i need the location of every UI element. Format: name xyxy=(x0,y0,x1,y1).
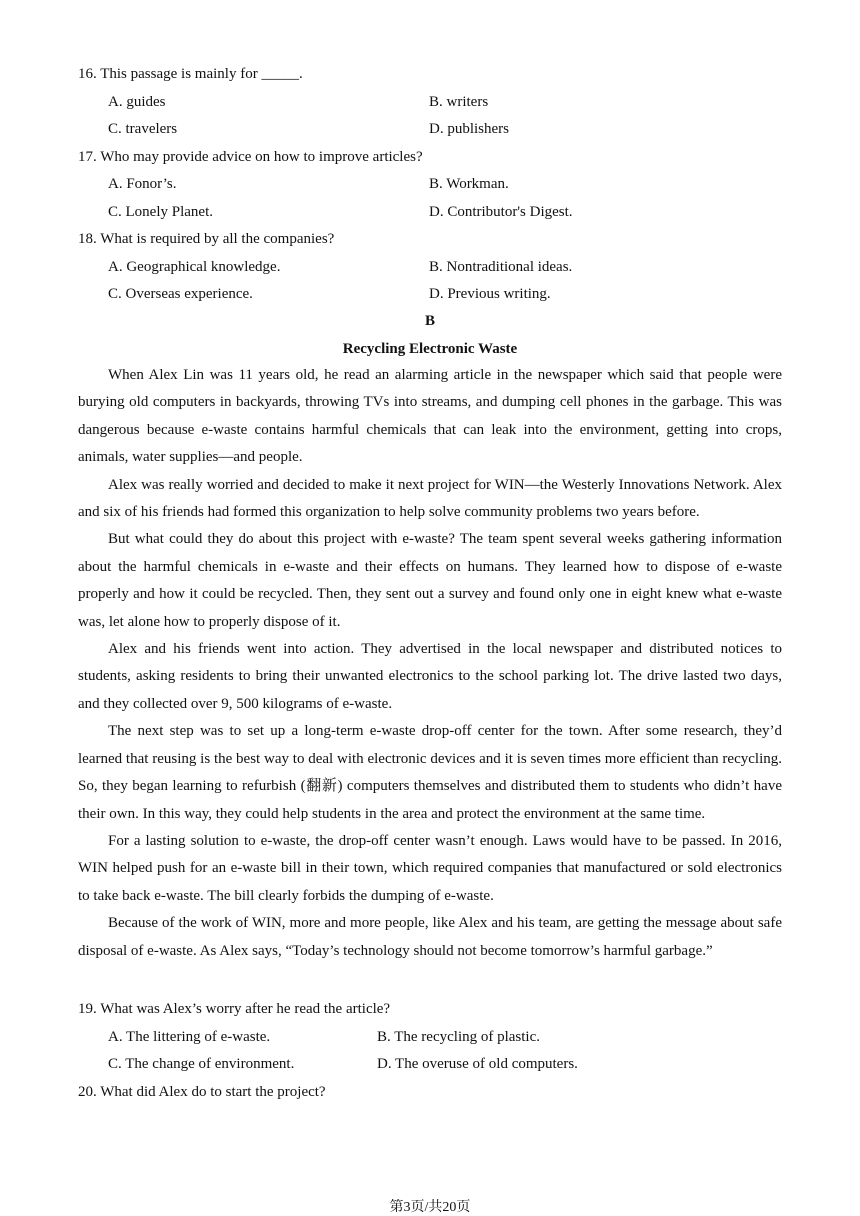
passage-paragraph-6: For a lasting solution to e-waste, the drop-off center wasn’t enough. Laws would have to be passed. In 2016, WIN helped push for an e-waste bill in their town, which required companies that manufactured or sold electronics to take back e-waste. The bill clearly forbids the dumping of e-waste. xyxy=(78,832,782,904)
section-letter: B xyxy=(424,313,435,329)
question-16-stem: 16. This passage is mainly for _____. xyxy=(78,66,303,82)
question-17-option-a: A. Fonor’s. xyxy=(108,176,177,192)
passage-paragraph-7: Because of the work of WIN, more and more people, like Alex and his team, are getting the message about safe disposal of e-waste. As Alex says, “Today’s technology should not become tomorrow’s harmful garbage.” xyxy=(78,915,782,959)
passage-paragraph-4: Alex and his friends went into action. They advertised in the local newspaper and distributed notices to students, asking residents to bring their unwanted electronics to the school parking lot. The drive lasted two days, and they collected over 9, 500 kilograms of e-waste. xyxy=(78,641,782,712)
question-19-option-b: B. The recycling of plastic. xyxy=(377,1029,541,1045)
question-18-option-d: D. Previous writing. xyxy=(429,286,551,302)
passage-paragraph-1: When Alex Lin was 11 years old, he read an alarming article in the newspaper which said that people were burying old computers in backyards, throwing TVs into streams, and dumping cell phones in the garbage. This was dangerous because e-waste contains harmful chemicals that can leak into the environment, getting into crops, animals, water supplies—and people. xyxy=(78,367,782,466)
question-16-option-d: D. publishers xyxy=(429,121,509,137)
passage-title: Recycling Electronic Waste xyxy=(342,341,518,357)
question-20-stem: 20. What did Alex do to start the project? xyxy=(78,1084,326,1100)
question-16-option-c: C. travelers xyxy=(108,121,178,137)
question-17-option-b: B. Workman. xyxy=(429,176,509,192)
question-19-stem: 19. What was Alex’s worry after he read the article? xyxy=(78,1001,391,1017)
question-18-stem: 18. What is required by all the companies? xyxy=(78,231,335,247)
question-19-option-d: D. The overuse of old computers. xyxy=(377,1056,578,1072)
question-17-stem: 17. Who may provide advice on how to improve articles? xyxy=(78,149,423,165)
question-19-option-a: A. The littering of e-waste. xyxy=(108,1029,271,1045)
question-16-option-a: A. guides xyxy=(108,94,166,110)
question-17-option-d: D. Contributor's Digest. xyxy=(429,204,573,220)
question-18-option-a: A. Geographical knowledge. xyxy=(108,259,281,275)
question-18-option-c: C. Overseas experience. xyxy=(108,286,253,302)
question-19-option-c: C. The change of environment. xyxy=(108,1056,295,1072)
passage-paragraph-2: Alex was really worried and decided to make it next project for WIN—the Westerly Innovations Network. Alex and six of his friends had formed this organization to help solve community problems two years before. xyxy=(78,476,782,521)
passage-paragraph-5: The next step was to set up a long-term e-waste drop-off center for the town. After some research, they’d learned that reusing is the best way to deal with electronic devices and it is seven times more efficient than recycling. So, they began learning to refurbish (翻新) computers themselves and distributed them to students who didn’t have their own. In this way, they could help students in the area and protect the environment at the same time. xyxy=(78,723,782,822)
page-number-footer: 第3页/共20页 xyxy=(389,1200,471,1215)
passage-paragraph-3: But what could they do about this project with e-waste? The team spent several weeks gathering information about the harmful chemicals in e-waste and their effects on humans. They learned how to dispose of e-waste properly and how it could be recycled. Then, they sent out a survey and found only one in eight knew what e-waste was, let alone how to properly dispose of it. xyxy=(78,531,782,630)
question-18-option-b: B. Nontraditional ideas. xyxy=(429,259,573,275)
question-17-option-c: C. Lonely Planet. xyxy=(108,204,213,220)
passage-body xyxy=(78,362,782,965)
question-16-option-b: B. writers xyxy=(429,94,489,110)
